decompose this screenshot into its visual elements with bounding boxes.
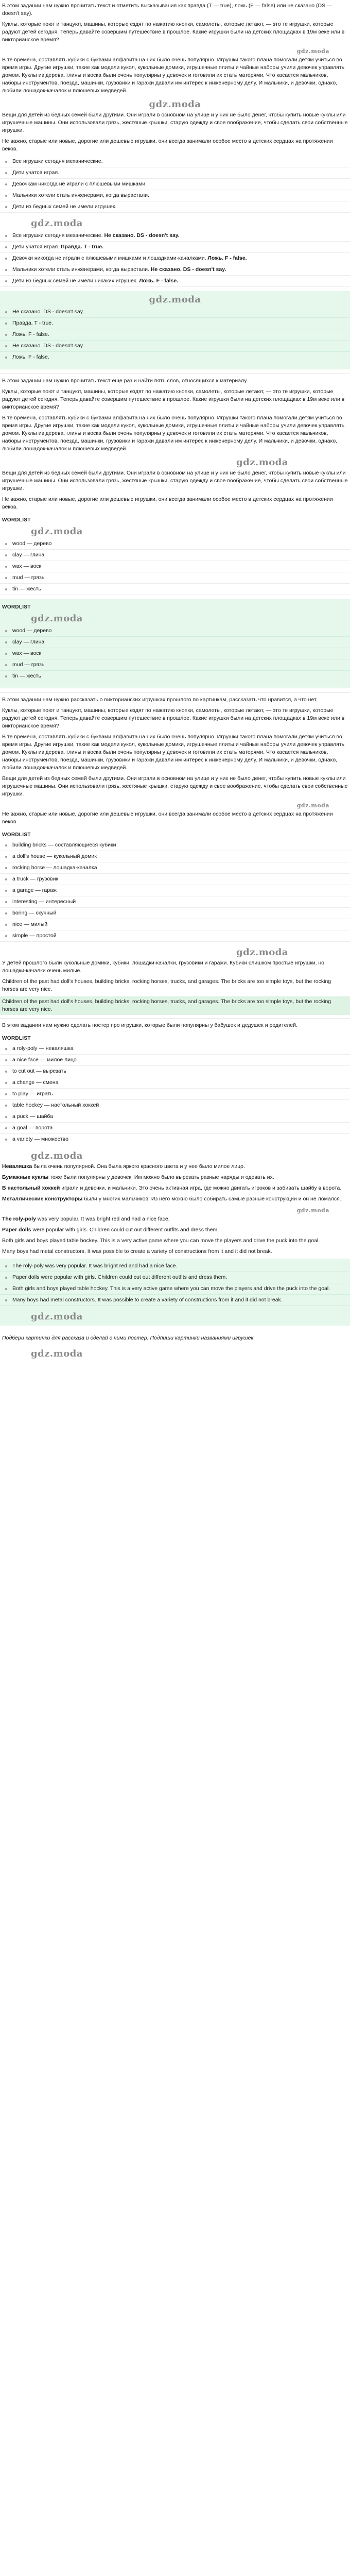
list-item	[0, 276, 350, 287]
wordlist-3	[0, 840, 350, 942]
list-item	[0, 253, 350, 264]
list-item: mud — грязь	[0, 659, 350, 671]
list-item: a change — смена	[0, 1077, 350, 1089]
wordlist-label: WORDLIST	[2, 604, 31, 610]
watermark: gdz.moda	[31, 1348, 83, 1359]
list-item: Both girls and boys played table hockey. This is a very active game where you can move the players and drive the puck into the goal.	[0, 1283, 350, 1295]
list-item: Дети из бедных семей не имели игрушек.	[0, 201, 350, 213]
list-item: mud — грязь	[0, 572, 350, 584]
statement-text: Девочки никогда не играли с плюшевыми мишками и лошадками-качалками.	[12, 255, 208, 261]
watermark: gdz.moda	[31, 613, 83, 624]
list-item: a truck — грузовик	[0, 874, 350, 885]
wordlist-label: WORDLIST	[2, 832, 31, 838]
list-item: wood — дерево	[0, 625, 350, 637]
list-item: rocking horse — лошадка-качалка	[0, 862, 350, 874]
list-item: clay — глина	[0, 637, 350, 648]
answer-line	[0, 1174, 350, 1181]
text-paragraph-2: В те времена, составлять кубики с буквами алфавита на них было очень популярно. Игрушки такого плана помогали детям учиться во время игры. Другие игрушки, такие как модели кукол, кукольные домики, игрушечные плиты и чайные наборы учили девочек управлять домом. Куклы из дерева, глины и воска были очень популярны у девочек и готовили их стать матерями. Что касается мальчиков, наборы инструментов, поезда, машинки, грузовики и гаражи давали им интерес к инженерному делу. И мальчики, и девочки, однако, любили лошадок-качалок и плюшевых медведей.	[2, 415, 345, 452]
list-item: clay — глина	[0, 550, 350, 561]
answer-bold: Paper dolls	[2, 1227, 31, 1233]
watermark: gdz.moda	[296, 802, 329, 809]
answer-bold: Бумажные куклы	[2, 1174, 49, 1180]
list-item: a garage — гараж	[0, 885, 350, 896]
watermark: gdz.moda	[31, 218, 83, 229]
statements-list	[0, 156, 350, 213]
task3-section	[0, 692, 350, 1015]
answer-en-highlight: Children of the past had doll's houses, building bricks, rocking horses, trucks, and garages. The bricks are too simple toys, but the rocking horses are very nice.	[0, 996, 350, 1015]
text-paragraph-2: В те времена, составлять кубики с буквами алфавита на них было очень популярно. Игрушки такого плана помогали детям учиться во время игры. Другие игрушки, такие как модели кукол, кукольные домики, игрушечные плиты и чайные наборы учили девочек управлять домом. Куклы из дерева, глины и воска были очень популярны у девочек и готовили их стать матерями. Что касается мальчиков, наборы инструментов, поезда, машинки, грузовики и гаражи давали им интерес к инженерному делу. И мальчики, и девочки, однако, любили лошадок-качалок и плюшевых медведей.	[2, 57, 345, 94]
answer-text: тоже были популярны у девочек. Им можно было вырезать разные наряды и одевать их.	[48, 1174, 274, 1180]
answer-line	[0, 1215, 350, 1223]
list-item: Не сказано. DS - doesn't say.	[0, 307, 350, 318]
list-item: Ложь. F - false.	[0, 329, 350, 341]
task1-intro: В этом задании нам нужно прочитать текст и отметить высказывания как правда (T — true), ложь (F — false) или не сказано (DS — doesn't say).	[2, 3, 332, 16]
answer-text: were popular with girls. Children could cut out different outfits and dress them.	[31, 1227, 219, 1233]
text-paragraph-4: Не важно, старые или новые, дорогие или дешевые игрушки, они всегда занимали особое место в детских сердцах на протяжении веков.	[2, 811, 333, 825]
list-item	[0, 264, 350, 276]
wordlist-2	[0, 625, 350, 682]
list-item: to play — играть	[0, 1089, 350, 1100]
short-answers-list	[0, 307, 350, 363]
list-item: table hockey — настольный хоккей	[0, 1100, 350, 1111]
watermark: gdz.moda	[296, 1207, 329, 1214]
task2-section	[0, 374, 350, 688]
statement-text: Мальчики хотели стать инженерами, когда вырастали.	[12, 266, 151, 273]
list-item: a nice face — милое лицо	[0, 1055, 350, 1066]
statement-text: Дети из бедных семей не имели никаких игрушек.	[12, 278, 139, 284]
statement-text: Все игрушки сегодня механические.	[12, 232, 104, 239]
list-item: Не сказано. DS - doesn't say.	[0, 341, 350, 352]
text-paragraph-1: Куклы, которые поют и танцуют, машины, которые ездят по нажатию кнопки, самолеты, которые летают, — это те игрушки, которые радуют детей сегодня. Теперь давайте совершим путешествие в прошлое. Какие игрушки были на детских площадках в 19м веке или в викторианское время?	[2, 388, 345, 410]
list-item: a variety — множество	[0, 1134, 350, 1145]
poster-instruction: Подбери картинки для рассказа и сделай с ними постер. Подпиши картинки названиями игрушек.	[2, 1334, 255, 1341]
list-item: wood — дерево	[0, 538, 350, 550]
list-item: wax — воск	[0, 561, 350, 572]
list-item: Paper dolls were popular with girls. Children could cut out different outfits and dress them.	[0, 1272, 350, 1283]
watermark: gdz.moda	[236, 457, 288, 468]
wordlist-label: WORDLIST	[2, 517, 31, 523]
wordlist-label: WORDLIST	[2, 1036, 31, 1041]
watermark: gdz.moda	[31, 1311, 83, 1322]
answer-block	[0, 599, 350, 688]
list-item	[0, 242, 350, 253]
task3-intro: В этом задании нам нужно рассказать о викторианских игрушках прошлого по картинкам, рассказать что нравится, а что нет.	[2, 697, 318, 703]
answer-en: Children of the past had doll's houses, building bricks, rocking horses, trucks, and garages. The bricks are too simple toys, but the rocking horses are very nice.	[2, 978, 331, 992]
answer-line	[0, 1226, 350, 1234]
answer-en-list	[0, 1261, 350, 1306]
watermark: gdz.moda	[31, 1150, 83, 1161]
watermark: gdz.moda	[31, 526, 83, 537]
list-item: Many boys had metal constructors. It was possible to create a variety of constructions from it and it did not break.	[0, 1295, 350, 1306]
list-item: tin — жесть	[0, 671, 350, 682]
list-item: a roly-poly — неваляшка	[0, 1043, 350, 1055]
list-item: wax — воск	[0, 648, 350, 659]
statement-text: Дети учатся играя.	[12, 244, 61, 250]
text-paragraph-4: Не важно, старые или новые, дорогие или дешевые игрушки, они всегда занимали особое место в детских сердцах на протяжении веков.	[2, 496, 333, 510]
text-paragraph-1: Куклы, которые поют и танцуют, машины, которые ездят по нажатию кнопки, самолеты, которые летают, — это те игрушки, которые радуют детей сегодня. Теперь давайте совершим путешествие в прошлое. Какие игрушки были на детских площадках в 19м веке или в викторианское время?	[2, 707, 345, 729]
wordlist-1	[0, 538, 350, 595]
answer-line	[0, 1163, 350, 1171]
list-item: Дети учатся играя.	[0, 167, 350, 179]
list-item	[0, 230, 350, 242]
answer-block	[0, 291, 350, 369]
list-item: simple — простой	[0, 930, 350, 942]
answer-line	[0, 1248, 350, 1256]
list-item: Правда. T - true.	[0, 318, 350, 329]
text-paragraph-3: Вещи для детей из бедных семей были другими. Они играли в основном на улице и у них не было денег, чтобы купить новые куклы или игрушечные машины. Они использовали грязь, жестяные крышки, старую одежду и свое воображение, чтобы сделать свои собственные игрушки.	[2, 112, 348, 133]
answer-bold: Металлические конструкторы	[2, 1196, 83, 1202]
list-item: The roly-poly was very popular. It was bright red and had a nice face.	[0, 1261, 350, 1272]
answer-text: была очень популярной. Она была яркого красного цвета и у нее было милое лицо.	[32, 1163, 245, 1170]
list-item: building bricks — составляющиеся кубики	[0, 840, 350, 851]
task4-section	[0, 1018, 350, 1361]
answer-block	[0, 1259, 350, 1326]
text-paragraph-3: Вещи для детей из бедных семей были другими. Они играли в основном на улице и у них не было денег, чтобы купить новые куклы или игрушечные машины. Они использовали грязь, жестяные крышки, старую одежду и свое воображение, чтобы сделать свои собственные игрушки.	[2, 470, 348, 492]
verdict: Не сказано. DS - doesn't say.	[104, 232, 180, 239]
answer-line	[0, 1195, 350, 1203]
answers-list	[0, 230, 350, 287]
verdict: Ложь. F - false.	[207, 255, 247, 261]
list-item: boring — скучный	[0, 908, 350, 919]
answer-text: was very popular. It was bright red and had a nice face.	[36, 1216, 170, 1222]
answer-bold: В настольный хоккей	[2, 1185, 60, 1191]
text-paragraph-1: Куклы, которые поют и танцуют, машины, которые ездят по нажатию кнопки, самолеты, которые летают, — это те игрушки, которые радуют детей сегодня. Теперь давайте совершим путешествие в прошлое. Какие игрушки были на детских площадках в 19м веке или в викторианское время?	[2, 21, 345, 43]
answer-text: играли и девочки, и мальчики. Это очень активная игра, где можно двигать игроков и забивать шайбу в ворота.	[60, 1185, 342, 1191]
watermark: gdz.moda	[236, 947, 288, 958]
watermark: gdz.moda	[296, 48, 329, 55]
list-item: a goal — ворота	[0, 1123, 350, 1134]
verdict: Правда. T - true.	[60, 244, 104, 250]
verdict: Не сказано. DS - doesn't say.	[150, 266, 226, 273]
answer-line	[0, 1237, 350, 1245]
answer-bold: Неваляшка	[2, 1163, 32, 1170]
verdict: Ложь. F - false.	[139, 278, 179, 284]
answer-text: были у многих мальчиков. Из него можно было собирать самые разные конструкции и он не ломался.	[82, 1196, 341, 1202]
task4-intro: В этом задании нам нужно сделать постер про игрушки, которые были популярны у бабушек и дедушек и родителей.	[2, 1022, 297, 1028]
list-item: Девочкам никогда не играли с плюшевыми мишками.	[0, 179, 350, 190]
text-paragraph-4: Не важно, старые или новые, дорогие или дешевые игрушки, они всегда занимали особое место в детских сердцах на протяжении веков.	[2, 138, 333, 152]
list-item: Ложь. F - false.	[0, 352, 350, 363]
list-item: a doll's house — кукольный домик	[0, 851, 350, 862]
task2-intro: В этом задании нам нужно прочитать текст еще раз и найти пять слов, относящихся к материалу.	[2, 378, 248, 384]
text-paragraph-3: Вещи для детей из бедных семей были другими. Они играли в основном на улице и у них не было денег, чтобы купить новые куклы или игрушечные машины. Они использовали грязь, жестяные крышки, старую одежду и свое воображение, чтобы сделать свои собственные игрушки.	[2, 775, 348, 797]
text-paragraph-2: В те времена, составлять кубики с буквами алфавита на них было очень популярно. Игрушки такого плана помогали детям учиться во время игры. Другие игрушки, такие как модели кукол, кукольные домики, игрушечные плиты и чайные наборы учили девочек управлять домом. Куклы из дерева, глины и воска были очень популярны у девочек и готовили их стать матерями. Что касается мальчиков, наборы инструментов, поезда, машинки, грузовики и гаражи давали им интерес к инженерному делу. И мальчики, и девочки, однако, любили лошадок-качалок и плюшевых медведей.	[2, 734, 345, 771]
answer-text: Many boys had metal constructors. It was possible to create a variety of constructions from it and it did not break.	[2, 1248, 272, 1255]
answer-text: Both girls and boys played table hockey. This is a very active game where you can move the players and drive the puck into the goal.	[2, 1238, 320, 1244]
answer-line	[0, 1184, 350, 1192]
answer-ru: У детей прошлого были кукольные домики, кубики, лошадки-качалки, грузовики и гаражи. Кубики слишком простые игрушки, но лошадки-качалки очень милые.	[2, 960, 325, 974]
list-item: interesting — интересный	[0, 896, 350, 908]
wordlist-4	[0, 1043, 350, 1145]
list-item: tin — жесть	[0, 584, 350, 595]
watermark: gdz.moda	[149, 99, 201, 110]
list-item: nice — милый	[0, 919, 350, 930]
list-item: a puck — шайба	[0, 1111, 350, 1123]
list-item: to cut out — вырезать	[0, 1066, 350, 1077]
watermark: gdz.moda	[149, 294, 201, 305]
list-item: Все игрушки сегодня механические.	[0, 156, 350, 167]
list-item: Мальчики хотели стать инженерами, когда вырастали.	[0, 190, 350, 201]
answer-bold: The roly-poly	[2, 1216, 36, 1222]
